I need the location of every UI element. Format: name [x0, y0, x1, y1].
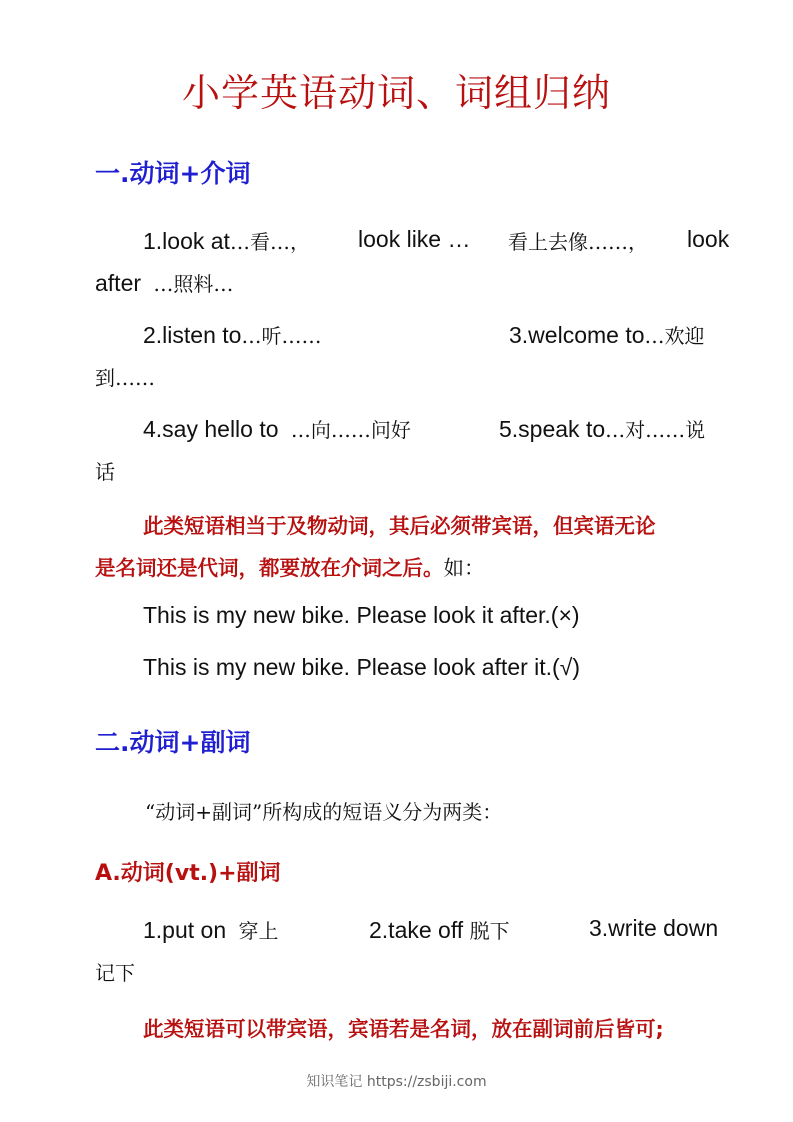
s2-item2-en: 2.take off — [369, 917, 464, 943]
s1-note-line1: 此类短语相当于及物动词，其后必须带宾语，但宾语无论 — [143, 514, 656, 538]
s1-item5-line2 — [95, 456, 115, 485]
s2-item1 — [143, 915, 279, 944]
s1-item3 — [509, 320, 705, 349]
s1-example-2: This is my new bike. Please look after it.(√) — [143, 654, 580, 680]
s2-item3-en: 3.write down — [589, 915, 719, 941]
s1-item1-like-cn — [508, 226, 648, 255]
s1-item2 — [143, 320, 321, 349]
s2-item2-cn: 脱下 — [469, 919, 510, 943]
s1-example-1: This is my new bike. Please look it after.(×) — [143, 602, 580, 628]
s1-item1-after: after — [95, 270, 142, 296]
s1-item3-line2 — [95, 362, 155, 391]
s1-item4-cn: …向……问好 — [290, 418, 411, 442]
s1-item1-like — [358, 226, 470, 253]
s1-item1-like-meaning: 看上去像……， — [508, 230, 648, 254]
s1-item1-like-en: look like … — [358, 226, 471, 252]
s1-item4 — [143, 414, 411, 443]
s2-intro-text: “动词+副词”所构成的短语义分为两类： — [145, 800, 503, 824]
s2-subheading: A.动词(vt.)+副词 — [95, 861, 281, 886]
s1-item5-cn-cont: 话 — [95, 460, 115, 484]
s2-item2 — [369, 915, 510, 944]
page-title: 小学英语动词、词组归纳 — [181, 71, 611, 115]
s2-item3-cn: 记下 — [95, 961, 135, 985]
s2-item1-en: 1.put on — [143, 917, 227, 943]
s2-item3 — [589, 915, 718, 942]
s1-item5-en: 5.speak to — [499, 416, 606, 442]
s1-item3-cn: …欢迎 — [644, 324, 705, 348]
s1-item1-en: 1.look at — [143, 228, 230, 254]
s1-item3-en: 3.welcome to — [509, 322, 645, 348]
s2-item1-cn: 穿上 — [238, 919, 279, 943]
s1-note-line2-text: 是名词还是代词，都要放在介词之后。 — [95, 556, 444, 580]
footer-watermark: 知识笔记 https://zsbiji.com — [306, 1074, 487, 1090]
section-1-heading: 一.动词+介词 — [95, 159, 251, 188]
s1-item1-cn: …看…， — [229, 230, 310, 254]
s1-item1-line1 — [143, 226, 310, 255]
s2-item3-line2 — [95, 957, 135, 986]
s1-item1-look-word: look — [687, 226, 730, 252]
s1-note-line2 — [95, 551, 485, 581]
s1-item1-look — [687, 226, 729, 253]
section-2-heading: 二.动词+副词 — [95, 728, 251, 757]
s1-item1-line2 — [95, 268, 233, 297]
s1-item5 — [499, 414, 705, 443]
s1-item5-cn: …对……说 — [605, 418, 706, 442]
s1-item2-en: 2.listen to — [143, 322, 242, 348]
s1-item1-after-cn: …照料… — [153, 272, 234, 296]
s1-item3-cn-cont: 到…… — [95, 366, 155, 390]
s1-item2-cn: …听…… — [241, 324, 322, 348]
s1-item4-en: 4.say hello to — [143, 416, 279, 442]
s2-intro — [145, 796, 502, 825]
s2-note: 此类短语可以带宾语，宾语若是名词，放在副词前后皆可; — [143, 1017, 664, 1041]
s1-note-suffix: 如： — [443, 556, 485, 580]
